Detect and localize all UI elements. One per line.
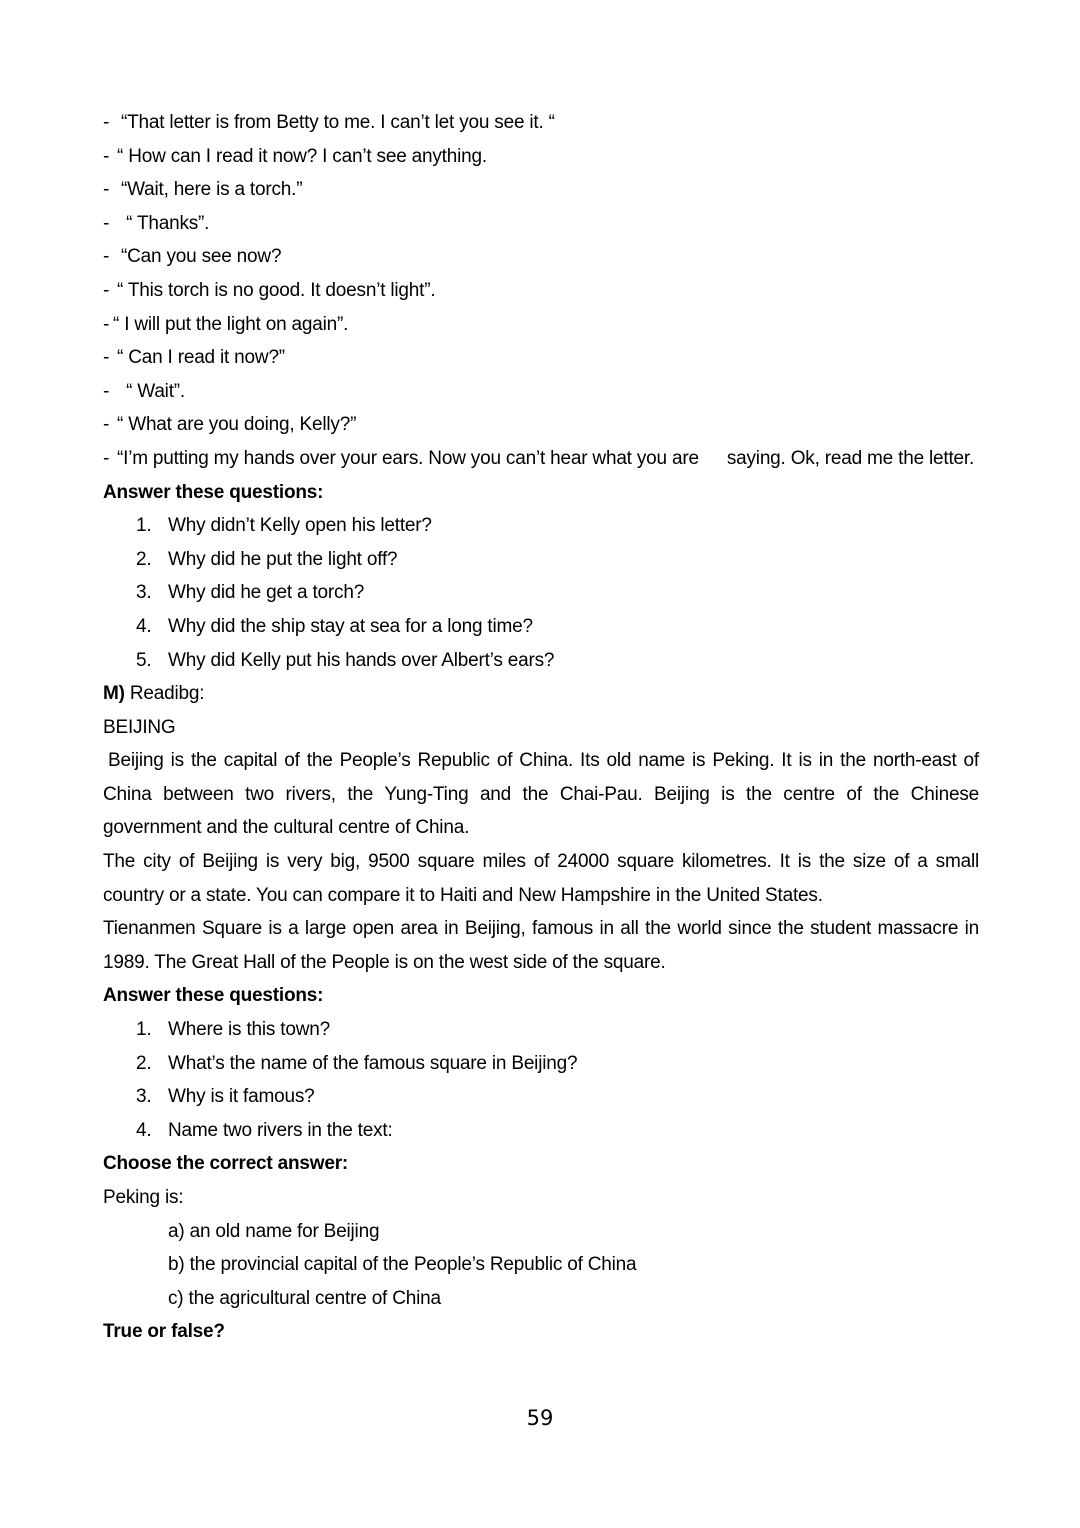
section-label: M) (103, 683, 125, 705)
dialogue-line (103, 375, 979, 409)
item-text: Name two rivers in the text: (168, 1119, 393, 1141)
choice-option: b) the provincial capital of the People’s Republic of China (168, 1254, 637, 1276)
item-text: What’s the name of the famous square in Beijing? (168, 1052, 578, 1074)
dialogue-dash: - (103, 414, 110, 436)
dialogue-text: “Can you see now? (121, 246, 282, 268)
section-heading: Choose the correct answer: (103, 1153, 349, 1175)
dialogue-text: “ Can I read it now?” (117, 347, 285, 369)
list-item (136, 1114, 979, 1148)
dialogue-line (103, 341, 979, 375)
dialogue-text: “ Thanks”. (121, 212, 210, 234)
dialogue-dash: - (103, 112, 110, 133)
reading-heading: BEIJING (103, 716, 176, 738)
section-heading: True or false? (103, 1321, 225, 1343)
list-item (136, 610, 979, 644)
dialogue-dash: - (103, 447, 110, 469)
item-number: 2. (136, 548, 152, 570)
list-item (136, 1047, 979, 1081)
list-item (136, 644, 979, 678)
dialogue-dash: - (103, 246, 110, 268)
dialogue-text-continued: saying. Ok, read me the letter. (726, 447, 975, 469)
page-content (103, 106, 979, 1349)
dialogue-text: “ Wait”. (121, 380, 185, 402)
dialogue-dash: - (103, 279, 110, 301)
dialogue-dash: - (103, 212, 110, 234)
dialogue-text: “I’m putting my hands over your ears. Now you can’t hear what you are (117, 447, 699, 469)
item-number: 1. (136, 515, 152, 537)
section-heading: Answer these questions: (103, 985, 324, 1007)
section-heading: Answer these questions: (103, 481, 324, 503)
choice-options (103, 1215, 979, 1316)
item-number: 3. (136, 582, 152, 604)
dialogue-text: “ What are you doing, Kelly?” (117, 414, 357, 436)
item-number: 4. (136, 1119, 152, 1141)
question-list (103, 509, 979, 677)
dialogue-text: “That letter is from Betty to me. I can’t let you see it. “ (121, 112, 555, 133)
item-text: Why did Kelly put his hands over Albert’s ears? (168, 649, 555, 671)
page-number: 59 (526, 1406, 554, 1430)
dialogue-text: “ This torch is no good. It doesn’t light”. (117, 279, 436, 301)
dialogue-line (103, 274, 979, 308)
dialogue-line (103, 408, 979, 442)
item-text: Why didn’t Kelly open his letter? (168, 515, 432, 537)
dialogue-line (103, 140, 979, 174)
dialogue-dash: - (103, 145, 110, 167)
item-text: Why is it famous? (168, 1086, 315, 1108)
choice-option: c) the agricultural centre of China (168, 1287, 441, 1309)
dialogue-line (103, 240, 979, 274)
item-text: Why did he put the light off? (168, 548, 398, 570)
reading-title (103, 677, 979, 711)
text-gap (699, 442, 727, 476)
dialogue-text: “ How can I read it now? I can’t see anything. (117, 145, 487, 167)
dialogue-line (103, 207, 979, 241)
item-number: 3. (136, 1086, 152, 1108)
dialogue-line (103, 308, 979, 342)
dialogue-text: “Wait, here is a torch.” (121, 179, 303, 201)
list-item (136, 1013, 979, 1047)
dialogue-dash: - (103, 347, 110, 369)
dialogue-line (103, 442, 979, 476)
list-item (136, 576, 979, 610)
item-text: Why did he get a torch? (168, 582, 365, 604)
dialogue-text: “ I will put the light on again”. (113, 313, 349, 335)
reading-paragraph: The city of Beijing is very big, 9500 square miles of 24000 square kilometres. It is the size of a small country or a state. You can compare it to Haiti and New Hampshire in the United States. (103, 851, 979, 906)
dialogue-dash: - (103, 380, 110, 402)
list-item (136, 543, 979, 577)
item-text: Why did the ship stay at sea for a long time? (168, 615, 533, 637)
list-item (136, 1080, 979, 1114)
item-text: Where is this town? (168, 1019, 330, 1041)
question-list (103, 1013, 979, 1147)
choice-question: Peking is: (103, 1187, 184, 1208)
list-item (136, 509, 979, 543)
item-number: 4. (136, 615, 152, 637)
dialogue-dash: - (103, 313, 110, 335)
dialogue-dash: - (103, 179, 110, 201)
reading-paragraph: Tienanmen Square is a large open area in Beijing, famous in all the world since the student massacre in 1989. The Great Hall of the People is on the west side of the square. (103, 918, 979, 973)
item-number: 5. (136, 649, 152, 671)
dialogue-line (103, 106, 979, 140)
reading-paragraph: Beijing is the capital of the People’s Republic of China. Its old name is Peking. It is in the north-east of China between two rivers, the Yung-Ting and the Chai-Pau. Beijing is the centre of the Chinese government and the cultural centre of China. (103, 750, 979, 839)
section-title: Readibg: (129, 683, 205, 705)
dialogue-line (103, 173, 979, 207)
item-number: 2. (136, 1052, 152, 1074)
item-number: 1. (136, 1019, 152, 1041)
choice-option: a) an old name for Beijing (168, 1220, 380, 1242)
